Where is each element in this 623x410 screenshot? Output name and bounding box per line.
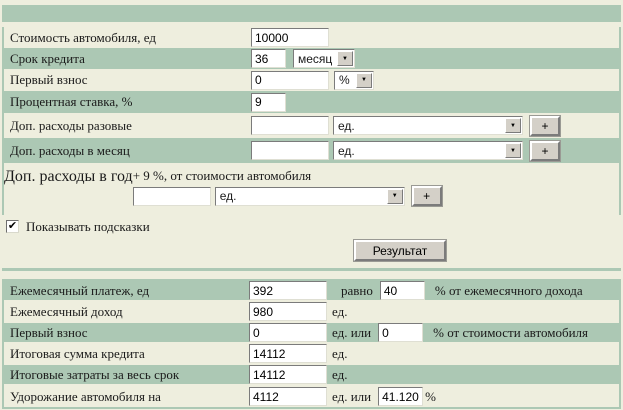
chevron-down-icon[interactable]: ▼ — [356, 73, 372, 88]
interest-rate-input[interactable] — [251, 93, 286, 112]
price-increase-mid-text: ед. или — [332, 388, 372, 404]
monthly-expenses-label: Доп. расходы в месяц — [10, 142, 130, 158]
loan-term-unit-select[interactable] — [293, 49, 355, 68]
total-cost-label: Итоговые затраты за весь срок — [10, 366, 180, 382]
down-payment-mid-text: ед. или — [332, 324, 372, 340]
payment-income-percent-input[interactable] — [380, 281, 425, 300]
button-row — [354, 240, 621, 261]
onetime-expenses-input[interactable] — [251, 116, 329, 135]
total-loan-input[interactable] — [249, 344, 327, 363]
down-payment-input[interactable] — [251, 71, 329, 90]
monthly-payment-suffix: % от ежемесячного дохода — [434, 282, 583, 298]
yearly-expenses-note: + 9 %, от стоимости автомобиля — [132, 168, 312, 183]
price-increase-suffix: % — [425, 388, 436, 404]
tooltips-row — [6, 219, 621, 234]
monthly-expenses-add-button[interactable]: + — [530, 141, 560, 161]
tooltips-checkbox[interactable]: ✔ — [7, 220, 18, 232]
form-row-loan-term — [4, 48, 619, 69]
chevron-down-icon[interactable]: ▼ — [337, 51, 353, 66]
down-payment-label: Первый взнос — [10, 72, 88, 87]
yearly-expenses-unit-select[interactable] — [215, 187, 405, 206]
down-payment-suffix: % от стоимости автомобиля — [433, 324, 589, 340]
onetime-expenses-unit-select[interactable] — [333, 116, 523, 135]
yearly-expenses-controls — [133, 186, 442, 206]
chevron-down-icon[interactable]: ▼ — [505, 143, 521, 158]
onetime-expenses-unit-value: ед. — [338, 118, 355, 133]
result-row-down-payment — [4, 323, 619, 344]
onetime-expenses-add-button[interactable]: + — [530, 116, 560, 136]
monthly-expenses-input[interactable] — [251, 141, 329, 160]
down-payment-unit-value: % — [339, 73, 350, 87]
form-row-down-payment — [4, 69, 619, 91]
loan-term-label: Срок кредита — [10, 50, 85, 66]
monthly-payment-input[interactable] — [249, 281, 327, 300]
section-divider-bar — [2, 268, 621, 271]
monthly-payment-label: Ежемесячный платеж, ед — [10, 282, 150, 298]
header-bar — [2, 5, 621, 22]
result-row-monthly-income — [4, 302, 619, 323]
form-row-interest-rate — [4, 91, 619, 113]
monthly-income-suffix: ед. — [332, 303, 348, 319]
form-row-yearly-expenses — [4, 163, 619, 215]
yearly-expenses-block — [133, 163, 442, 206]
onetime-expenses-label: Доп. расходы разовые — [10, 117, 132, 133]
total-cost-suffix: ед. — [332, 366, 348, 382]
car-price-label: Стоимость автомобиля, ед — [10, 29, 156, 45]
tooltips-checkbox-label: Показывать подсказки — [26, 218, 150, 234]
form-row-monthly-expenses — [4, 138, 619, 163]
monthly-income-label: Ежемесячный доход — [10, 303, 123, 319]
down-payment-unit-select[interactable] — [334, 71, 374, 90]
result-row-monthly-payment — [4, 281, 619, 302]
loan-form — [2, 27, 621, 215]
total-loan-suffix: ед. — [332, 345, 348, 361]
form-row-onetime-expenses — [4, 113, 619, 138]
result-row-price-increase — [4, 386, 619, 407]
result-row-total-loan — [4, 344, 619, 365]
monthly-income-input[interactable] — [249, 302, 327, 321]
price-increase-label: Удорожание автомобиля на — [10, 388, 161, 404]
monthly-payment-mid-text: равно — [341, 282, 373, 298]
down-payment-percent-input[interactable] — [378, 323, 423, 342]
car-price-input[interactable] — [251, 28, 329, 47]
monthly-expenses-unit-value: ед. — [338, 143, 355, 158]
result-row-total-cost — [4, 365, 619, 386]
chevron-down-icon[interactable]: ▼ — [505, 118, 521, 133]
form-row-car-price — [4, 27, 619, 48]
interest-rate-label: Процентная ставка, % — [10, 94, 133, 109]
total-loan-label: Итоговая сумма кредита — [10, 345, 145, 361]
results-table — [2, 279, 621, 409]
yearly-expenses-label: Доп. расходы в год — [4, 168, 133, 185]
yearly-expenses-add-button[interactable]: + — [412, 186, 442, 206]
price-increase-percent-input[interactable] — [378, 387, 423, 406]
loan-term-unit-value: месяц — [298, 51, 333, 66]
yearly-expenses-unit-value: ед. — [219, 189, 237, 203]
down-payment-result-label: Первый взнос — [10, 324, 88, 340]
chevron-down-icon[interactable]: ▼ — [387, 189, 403, 204]
loan-term-input[interactable] — [251, 49, 286, 68]
result-button[interactable]: Результат — [354, 240, 446, 261]
monthly-expenses-unit-select[interactable] — [333, 141, 523, 160]
down-payment-result-input[interactable] — [249, 323, 327, 342]
total-cost-input[interactable] — [249, 365, 327, 384]
yearly-expenses-input[interactable] — [133, 187, 211, 206]
price-increase-input[interactable] — [249, 387, 327, 406]
